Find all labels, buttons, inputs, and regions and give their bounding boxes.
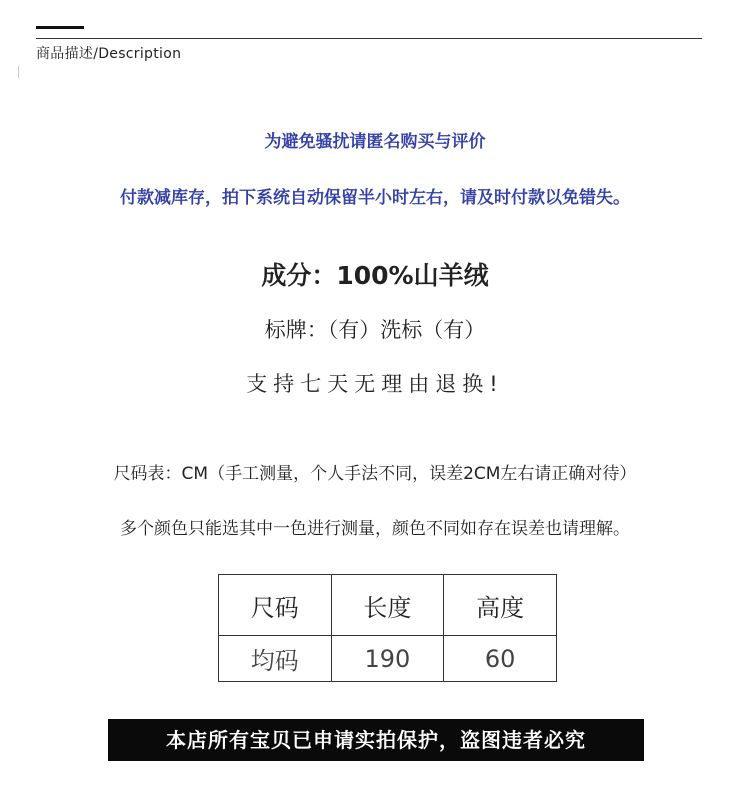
- anonymous-purchase-notice: 为避免骚扰请匿名购买与评价: [264, 132, 486, 152]
- size-table-cell-length: 190: [331, 636, 444, 682]
- header-divider: [36, 38, 702, 39]
- section-title: 商品描述/Description: [36, 46, 182, 62]
- table-row: [219, 636, 557, 682]
- size-measurement-note: 尺码表：CM（手工测量，个人手法不同，误差2CM左右请正确对待）: [113, 464, 637, 484]
- size-table-cell-size: 均码: [219, 636, 332, 682]
- size-table-cell-height: 60: [444, 636, 557, 682]
- tags-text: 标牌：（有）洗标（有）: [264, 318, 486, 342]
- size-table-header-row: [219, 575, 557, 636]
- edge-mark: [18, 66, 19, 78]
- copyright-protection-banner: 本店所有宝贝已申请实拍保护，盗图违者必究: [108, 719, 644, 761]
- composition-text: 成分：100%山羊绒: [261, 261, 489, 290]
- size-table-header-size: 尺码: [219, 575, 332, 636]
- color-measurement-note: 多个颜色只能选其中一色进行测量，颜色不同如存在误差也请理解。: [120, 519, 630, 539]
- header-accent-rule: [36, 26, 84, 29]
- size-table-header-height: 高度: [444, 575, 557, 636]
- size-table: [218, 574, 557, 682]
- returns-policy-text: 支持七天无理由退换!: [246, 372, 504, 396]
- size-table-header-length: 长度: [331, 575, 444, 636]
- stock-reservation-notice: 付款减库存，拍下系统自动保留半小时左右，请及时付款以免错失。: [120, 188, 630, 208]
